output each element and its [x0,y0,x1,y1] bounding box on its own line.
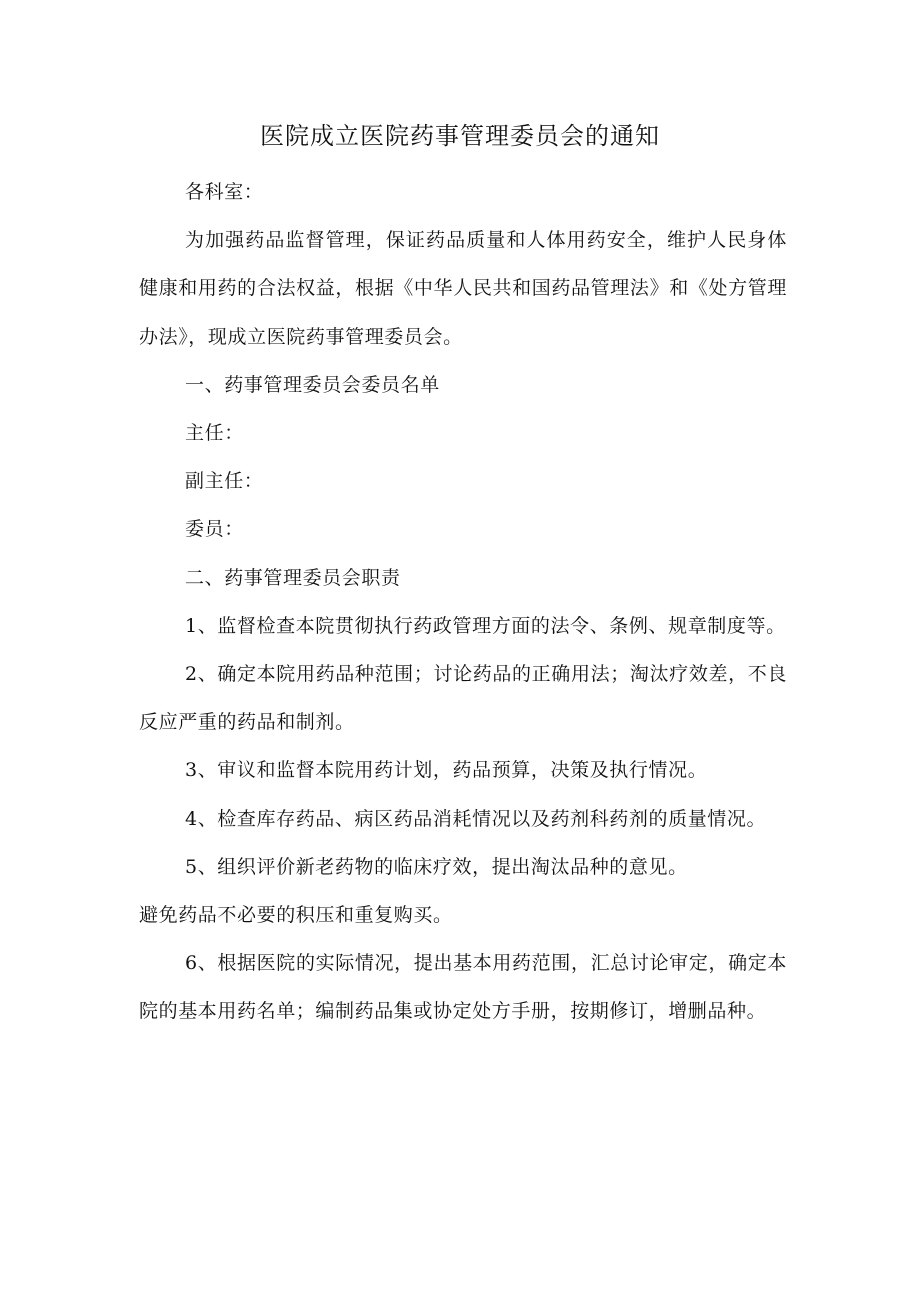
duty-item-2: 2、确定本院用药品种范围；讨论药品的正确用法；淘汰疗效差，不良反应严重的药品和制剂。 [139,663,787,734]
duty-item-1: 1、监督检查本院贯彻执行药政管理方面的法令、条例、规章制度等。 [185,614,786,637]
section-heading-committee-members: 一、药事管理委员会委员名单 [185,373,440,396]
salutation: 各科室： [185,181,264,203]
duty-item-6: 6、根据医院的实际情况，提出基本用药范围，汇总讨论审定，确定本院的基本用药名单；编制药品集或协定处方手册，按期修订，增删品种。 [139,952,787,1023]
document-body [139,168,787,1036]
director-label: 主任： [185,422,244,445]
duty-item-5-continuation: 避免药品不必要的积压和重复购买。 [139,904,453,927]
duty-item-3: 3、审议和监督本院用药计划，药品预算，决策及执行情况。 [185,759,708,782]
duty-item-5: 5、组织评价新老药物的临床疗效，提出淘汰品种的意见。 [185,855,688,878]
deputy-director-label: 副主任： [185,470,264,493]
section-heading-committee-duties: 二、药事管理委员会职责 [185,566,401,589]
intro-paragraph: 为加强药品监督管理，保证药品质量和人体用药安全，维护人民身体健康和用药的合法权益，根据《中华人民共和国药品管理法》和《处方管理办法》，现成立医院药事管理委员会。 [139,229,787,348]
duty-item-4: 4、检查库存药品、病区药品消耗情况以及药剂科药剂的质量情况。 [185,807,767,830]
document-title: 医院成立医院药事管理委员会的通知 [260,122,660,150]
member-label: 委员： [185,518,244,541]
